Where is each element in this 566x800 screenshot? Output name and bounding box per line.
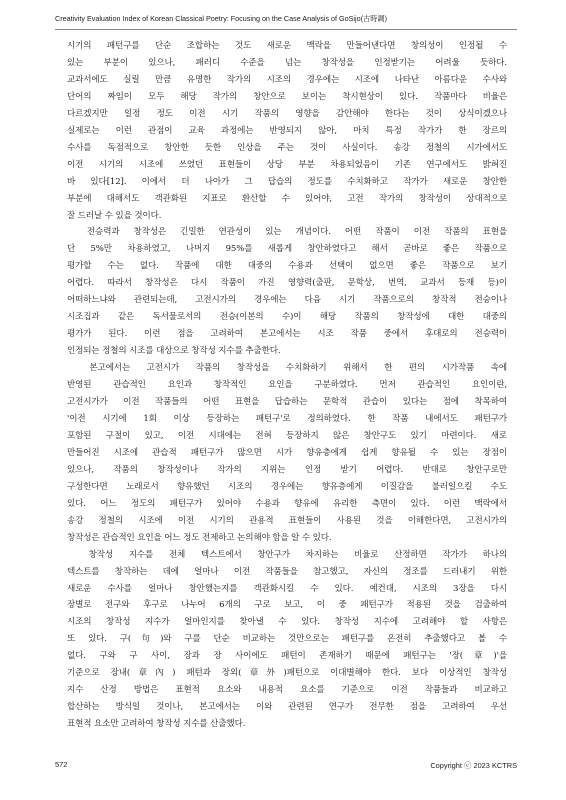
text-line: 있는 부분이 있으나, 패러디 수준을 넘는 창작성을 인정받기는 어려울 듯하다. — [67, 57, 507, 68]
text-line: 창작성 지수를 전체 텍스트에서 창안구가 차지하는 비율로 산정하면 작가가 하나의 — [67, 549, 507, 560]
text-line: 장별로 전구와 후구로 나누어 6개의 구로 보고, 이 중 패턴구가 적용된 것을 검출하여 — [67, 600, 507, 611]
text-line: 교과서에도 실릴 만큼 유명한 작가의 시조의 경우에는 시조에 나타난 아름다운 수사와 — [67, 74, 507, 85]
page-number: 572 — [55, 760, 68, 769]
text-line: 평가할 수는 없다. 작품에 대한 대중의 수용과 선택이 없으면 좋은 작품으로 보기 — [67, 261, 507, 272]
text-line: 있으나, 작품의 창작성이나 작가의 지위는 인정 받기 어렵다. 반대로 창안구로만 — [67, 464, 507, 475]
text-line: 인정되는 정철의 시조를 대상으로 창작성 지수를 추출한다. — [67, 346, 281, 357]
text-line: 구성한다면 노래로서 향유했던 시조의 경우에는 향유층에게 이질감을 불러일으킬 수도 — [67, 481, 507, 492]
text-line: 부분에 대해서도 객관화된 지표로 환산할 수 있어야, 고전 작가의 창작성이 상대적으로 — [67, 193, 507, 204]
text-line: 포함된 구절이 있고, 이전 시대에는 전혀 등장하지 않은 창안구도 있기 마련이다. 새로 — [67, 430, 507, 441]
copyright-notice: Copyright ⓒ 2023 KCTRS — [430, 761, 517, 770]
body-paragraph — [67, 224, 507, 360]
text-line: 송강 정철의 시조에 이전 시기의 관용적 표현들이 사용된 것을 이해한다면, 고전시가의 — [67, 515, 507, 526]
running-header: Creativity Evaluation Index of Korean Classical Poetry: Focusing on the Case Analysis of GoSijo(古時調) — [55, 14, 387, 23]
text-line: 합산하는 방식일 것이나, 본고에서는 이와 관련된 연구가 전무한 점을 고려하여 우선 — [67, 702, 507, 713]
text-line: 또 있다. 구(句)와 구를 단순 비교하는 것만으로는 패턴구를 온전히 추출했다고 볼 수 — [67, 634, 507, 645]
text-line: 시기의 패턴구를 단순 조합하는 것도 새로운 맥락을 만들어낸다면 창의성이 인정될 수 — [67, 41, 507, 51]
text-line: 새로운 수사를 얼마나 창안했는지를 객관화시킬 수 있다. 예컨대, 시조의 3장을 다시 — [67, 583, 507, 594]
text-line: 표현적 요소만 고려하여 창작성 지수를 산출했다. — [67, 719, 246, 730]
text-line: 반영된 관습적인 요인과 창작적인 요인을 구분하였다. 먼저 관습적인 요인이란, — [67, 380, 507, 391]
text-line: 다르겠지만 일정 정도 이전 시기 작품의 영향을 감안해야 한다는 것이 상식이겠으나 — [67, 108, 507, 119]
text-line: 전승력과 창작성은 긴밀한 연관성이 있는 개념이다. 어떤 작품이 이전 작품의 표현을 — [67, 227, 507, 238]
text-line: 텍스트를 창작하는 데에 얼마나 이전 작품들을 참고했고, 자신의 정조를 드러내기 위한 — [67, 566, 507, 577]
text-line: 평가가 된다. 이런 점을 고려하여 본고에서는 시조 작품 중에서 후대로의 전승력이 — [67, 329, 507, 340]
text-line: 어떠하느냐와 관련되는데, 고전시가의 경우에는 다음 시기 작품으로의 창작적 전승이나 — [67, 295, 507, 306]
text-line: 시조집과 같은 독서물로서의 전승(이본의 수)이 해당 작품의 창작성에 대한 대중의 — [67, 312, 507, 323]
body-paragraph — [67, 360, 507, 546]
text-line: 창작성은 관습적인 요인을 어느 정도 전제하고 논의해야 함을 알 수 있다. — [67, 532, 332, 543]
text-line: 바 있다[12]. 이에서 더 나아가 그 답습의 정도를 수치화하고 작가가 새로운 창안한 — [67, 176, 507, 187]
body-paragraph — [67, 38, 507, 224]
text-line: 고전시가가 이전 작품들의 어떤 표현을 답습하는 문학적 관습이 있다는 점에 착목하여 — [67, 397, 507, 408]
text-line: 잘 드러날 수 있을 것이다. — [67, 210, 162, 221]
text-line: 만들어진 시조에 관습적 패턴구가 많으면 시가 향유층에게 쉽게 향유될 수 있는 장점이 — [67, 447, 507, 458]
text-line: 단 5%만 차용하였고, 나머지 95%를 새롭게 창안하였다고 해서 곧바로 좋은 작품으로 — [67, 244, 507, 255]
text-line: 기준으로 장내(章內) 패턴과 장외(章外)패턴으로 이대별해야 한다. 보다 이상적인 창작성 — [67, 668, 507, 679]
article-body — [67, 38, 507, 733]
header-divider — [55, 29, 517, 30]
text-line: 시조의 창작성 지수가 얼마인지를 찾아낼 수 있다. 창작성 지수에 고려해야 할 사항은 — [67, 617, 507, 628]
text-line: 어렵다. 따라서 창작성은 다시 작품이 가진 영향력(출판, 문학상, 번역, 교과서 등재 등)이 — [67, 278, 507, 289]
text-line: 실제로는 이런 관점이 교육 과정에는 반영되지 않아, 마치 특정 작가가 한 장르의 — [67, 125, 507, 136]
text-line: 지수 산정 방법은 표현적 요소와 내용적 요소를 기준으로 이전 작품들과 비교하고 — [67, 685, 507, 696]
text-line: 없다. 구와 구 사이, 장과 장 사이에도 패턴이 존재하기 때문에 패턴구는 '장(章)'을 — [67, 651, 507, 662]
text-line: 단어의 짜임이 모두 해당 작가의 창안으로 보이는 착시현상이 있다. 작품마다 비율은 — [67, 91, 507, 102]
body-paragraph — [67, 547, 507, 733]
text-line: 있다. 어느 정도의 패턴구가 있어야 수용과 향유에 유리한 측면이 있다. 이런 맥락에서 — [67, 498, 507, 509]
text-line: '이전 시기에 1회 이상 등장하는 패턴구'로 정의하였다. 한 작품 내에서도 패턴구가 — [67, 413, 507, 424]
text-line: 수사를 독점적으로 창안한 듯한 인상을 주는 것이 사실이다. 송강 정철의 시가에서도 — [67, 142, 507, 153]
text-line: 이전 시기의 시조에 쓰였던 표현들이 상당 부분 차용되었음이 기존 연구에서도 밝혀진 — [67, 159, 507, 170]
text-line: 본고에서는 고전시가 작품의 창작성을 수치화하기 위해서 한 편의 시가작품 속에 — [67, 363, 507, 374]
